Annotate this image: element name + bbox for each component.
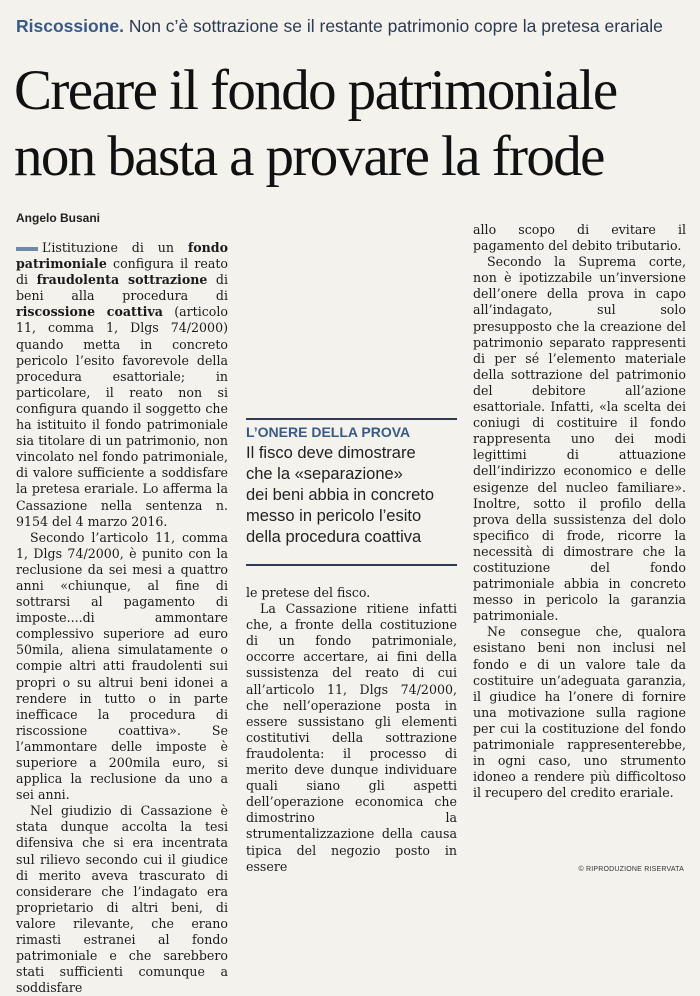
section-tag: Riscossione. [16, 16, 124, 36]
article-paragraph: allo scopo di evitare il pagamento del debito tributario. [473, 222, 686, 254]
headline-line-1: Creare il fondo patrimoniale [14, 59, 617, 122]
headline-line-2: non basta a provare la frode [14, 125, 604, 188]
kicker [16, 16, 692, 37]
box-line: messo in pericolo l’esito [246, 507, 422, 525]
article-paragraph: Secondo l’articolo 11, comma 1, Dlgs 74/2000, è punito con la reclusione da sei mesi a quattro anni «chiunque, al fine di sottrarsi al pagamento di imposte....di ammontare complessivo superiore ad euro 50mila, aliena simulatamente o compie altri atti fraudolenti sui propri o su altrui beni idonei a rendere in tutto o in parte inefficace la procedura di riscossione coattiva». Se l’ammontare delle imposte è superiore a 200mila euro, si applica la reclusione da uno a sei anni. [16, 529, 228, 803]
article-paragraph: Ne consegue che, qualora esistano beni non inclusi nel fondo e di un valore tale da costituire un’adeguata garanzia, il giudice ha l’onere di fornire una motivazione sulla ragione per cui la costituzione del fondo patrimoniale rappresenterebbe, in ogni caso, uno strumento idoneo a rendere più difficoltoso il recupero del credito erariale. [473, 624, 686, 801]
headline [14, 58, 694, 190]
article-column-1 [16, 240, 228, 996]
article-column-3 [473, 222, 686, 801]
box-line: che la «separazione» [246, 465, 403, 483]
article-paragraph: La Cassazione ritiene infatti che, a fronte della costituzione di un fondo patrimoniale, occorre accertare, ai fini della sussistenza del reato di cui all’articolo 11, Dlgs 74/2000, che nell’operazione posta in essere sussistano gli elementi costitutivi della sottrazione fraudolenta: il processo di merito deve dunque individuare quali siano gli aspetti dell’operazione economica che dimostrino la strumentalizzazione della causa tipica del negozio posto in essere [246, 601, 457, 874]
article-paragraph: Nel giudizio di Cassazione è stata dunque accolta la tesi difensiva che si era incentrata sul rilievo secondo cui il giudice di merito aveva trascurato di considerare che l’indagato era proprietario di altri beni, di valore rilevante, che erano rimasti estranei al fondo patrimoniale e che sarebbero stati sufficienti comunque a soddisfare [16, 803, 228, 996]
article-column-2 [246, 585, 457, 875]
box-title: L’ONERE DELLA PROVA [246, 424, 411, 440]
kicker-text: Non c’è sottrazione se il restante patrimonio copre la pretesa erariale [128, 16, 663, 36]
box-text [246, 443, 457, 548]
box-line: della procedura coattiva [246, 528, 422, 546]
copyright-notice: © RIPRODUZIONE RISERVATA [578, 866, 684, 873]
article-paragraph: le pretese del fisco. [246, 585, 371, 600]
lead-paragraph: L’istituzione di un fondo patrimoniale configura il reato di fraudolenta sottrazione di beni alla procedura di riscossione coattiva (articolo 11, comma 1, Dlgs 74/2000) quando metta in concreto pericolo l’esito favorevole della procedura esattoriale; in particolare, il reato non si configura quando il soggetto che ha istituito il fondo patrimoniale sia titolare di un patrimonio, non vincolato nel fondo patrimoniale, di valore sufficiente a soddisfare la pretesa erariale. Lo afferma la Cassazione nella sentenza n. 9154 del 4 marzo 2016. [16, 240, 228, 529]
byline: Angelo Busani [16, 211, 101, 225]
sidebar-box [246, 418, 457, 566]
lead-marker [16, 247, 38, 251]
box-line: Il fisco deve dimostrare [246, 444, 416, 462]
article-paragraph: Secondo la Suprema corte, non è ipotizzabile un’inversione dell’onere della prova in capo all’indagato, sul solo presupposto che la creazione del patrimonio separato rappresenti di per sé l’elemento materiale della sottrazione del patrimonio del debitore all’azione esattoriale. Infatti, «la scelta dei coniugi di costituire il fondo rappresenta uno dei modi legittimi di attuazione dell’indirizzo economico e delle esigenze del nucleo familiare». Inoltre, sotto il profilo della prova della sussistenza del dolo specifico di frode, ricorre la necessità di dimostrare che la costituzione del fondo patrimoniale abbia in concreto messo in pericolo la garanzia patrimoniale. [473, 254, 686, 624]
box-line: dei beni abbia in concreto [246, 486, 435, 504]
